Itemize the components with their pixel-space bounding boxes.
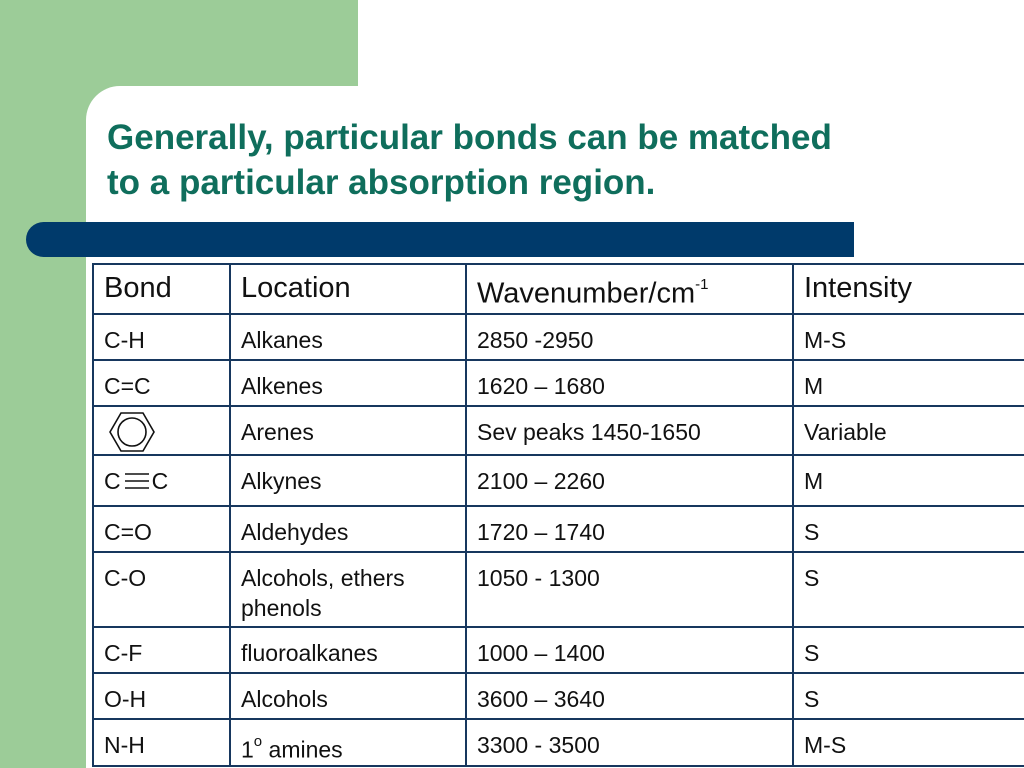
table-row	[93, 719, 1024, 766]
cell-bond	[93, 455, 230, 506]
table-row	[93, 455, 1024, 506]
header-wavenumber	[466, 264, 793, 314]
cell-wavenumber: Sev peaks 1450-1650	[466, 406, 793, 455]
bond-atom-right: C	[151, 468, 169, 494]
table-row	[93, 506, 1024, 552]
header-wavenumber-label: Wavenumber/cm	[477, 277, 696, 310]
cell-bond: N-H	[93, 719, 230, 766]
header-intensity: Intensity	[793, 264, 1024, 314]
table-header-row	[93, 264, 1024, 314]
cell-location: Alkanes	[230, 314, 466, 360]
table-row	[93, 627, 1024, 673]
cell-bond: C=C	[93, 360, 230, 406]
cell-bond	[93, 406, 230, 455]
cell-intensity: M	[793, 360, 1024, 406]
bond-atom-left: C	[104, 468, 121, 494]
cell-wavenumber: 1000 – 1400	[466, 627, 793, 673]
benzene-ring-icon	[100, 410, 164, 454]
header-bond: Bond	[93, 264, 230, 314]
location-text: amines	[262, 736, 343, 763]
cell-location: Alkenes	[230, 360, 466, 406]
cell-wavenumber: 3600 – 3640	[466, 673, 793, 719]
cell-intensity: M-S	[793, 719, 1024, 766]
cell-intensity: S	[793, 506, 1024, 552]
location-number: 1	[241, 736, 254, 763]
cell-location: Aldehydes	[230, 506, 466, 552]
cell-location	[230, 552, 466, 627]
cell-intensity: Variable	[793, 406, 1024, 455]
location-ordinal-superscript: o	[253, 733, 263, 750]
slide-title-line: Generally, particular bonds can be matched	[107, 118, 832, 157]
cell-wavenumber: 1050 - 1300	[466, 552, 793, 627]
triple-bond-icon	[123, 471, 151, 491]
cell-wavenumber: 2100 – 2260	[466, 455, 793, 506]
header-location: Location	[230, 264, 466, 314]
cell-location: Alcohols	[230, 673, 466, 719]
cell-location: Arenes	[230, 406, 466, 455]
location-line: phenols	[241, 595, 322, 621]
cell-location: fluoroalkanes	[230, 627, 466, 673]
title-underline-bar	[26, 222, 854, 257]
cell-intensity: S	[793, 552, 1024, 627]
cell-intensity: M	[793, 455, 1024, 506]
header-wavenumber-superscript: -1	[695, 276, 709, 293]
cell-wavenumber: 1720 – 1740	[466, 506, 793, 552]
slide-title-line: to a particular absorption region.	[107, 163, 656, 202]
table-row	[93, 406, 1024, 455]
cell-intensity: S	[793, 673, 1024, 719]
cell-bond: O-H	[93, 673, 230, 719]
table-row	[93, 673, 1024, 719]
cell-bond: C-F	[93, 627, 230, 673]
cell-bond: C=O	[93, 506, 230, 552]
cell-intensity: S	[793, 627, 1024, 673]
cell-bond: C-H	[93, 314, 230, 360]
cell-wavenumber: 3300 - 3500	[466, 719, 793, 766]
cell-location: Alkynes	[230, 455, 466, 506]
table-row	[93, 314, 1024, 360]
ir-absorption-table	[92, 263, 1024, 767]
table-row	[93, 552, 1024, 627]
cell-wavenumber: 2850 -2950	[466, 314, 793, 360]
slide-title	[107, 115, 987, 205]
cell-intensity: M-S	[793, 314, 1024, 360]
cell-location	[230, 719, 466, 766]
table-row	[93, 360, 1024, 406]
cell-bond: C-O	[93, 552, 230, 627]
location-line: Alcohols, ethers	[241, 565, 405, 591]
cell-wavenumber: 1620 – 1680	[466, 360, 793, 406]
